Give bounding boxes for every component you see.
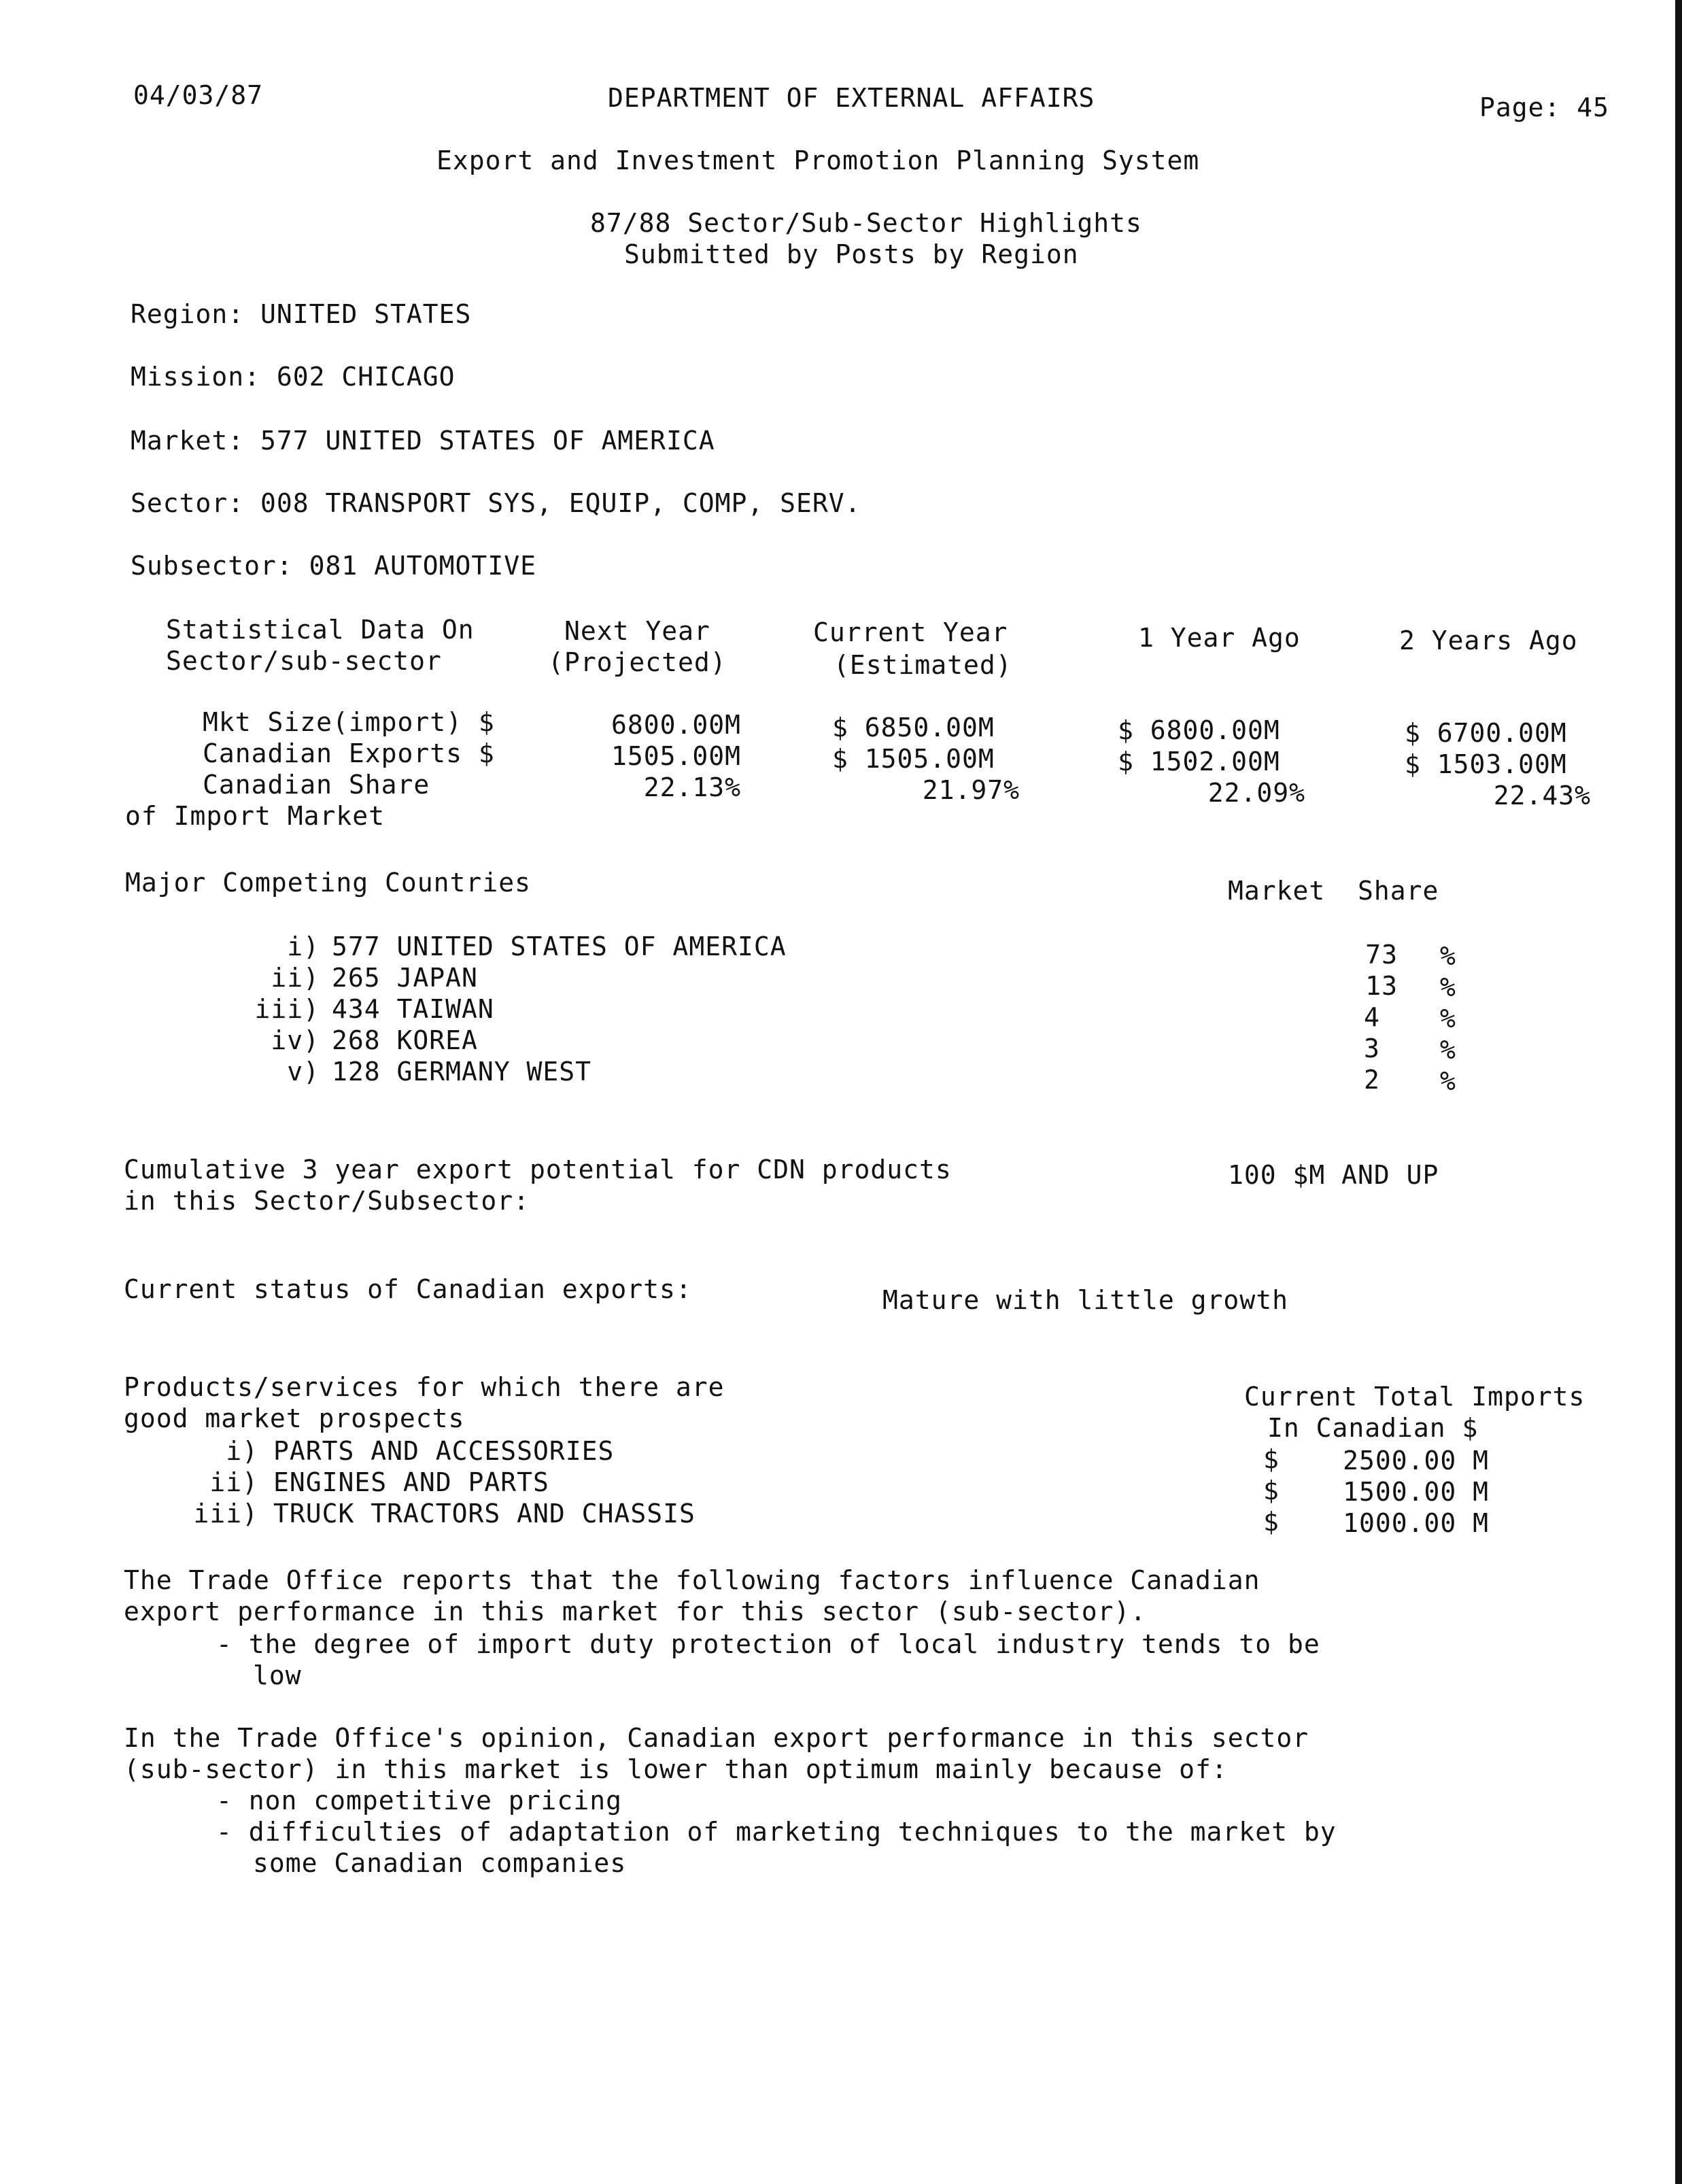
competitor-number: iii) [254, 994, 320, 1024]
stats-row-label: Canadian Exports $ [203, 738, 495, 768]
export-potential-label: Cumulative 3 year export potential for CDN products [124, 1155, 952, 1184]
stats-header-label-2: Sector/sub-sector [166, 646, 442, 676]
products-heading-cont: good market prospects [124, 1403, 465, 1433]
product-name: TRUCK TRACTORS AND CHASSIS [273, 1499, 696, 1529]
report-subtitle: Submitted by Posts by Region [624, 239, 1079, 269]
stats-header-label-1: Statistical Data On [166, 615, 475, 645]
opinion-bullet-cont: some Canadian companies [253, 1848, 627, 1878]
region-line: Region: UNITED STATES [131, 299, 472, 329]
stats-header-2-years-ago: 2 Years Ago [1399, 626, 1578, 655]
export-status-value: Mature with little growth [882, 1285, 1288, 1315]
mission-line: Mission: 602 CHICAGO [131, 362, 456, 392]
market-line: Market: 577 UNITED STATES OF AMERICA [131, 426, 715, 456]
competitor-share: 3 [1364, 1034, 1380, 1063]
report-title: 87/88 Sector/Sub-Sector Highlights [590, 208, 1142, 238]
stats-cell: 6800.00M [611, 710, 741, 740]
opinion-bullet: - non competitive pricing [216, 1786, 622, 1815]
stats-cell: $ 1505.00M [832, 744, 995, 774]
stats-header-current-year: Current Year [813, 617, 1008, 647]
product-currency: $ [1263, 1475, 1280, 1505]
stats-cell: 21.97% [922, 775, 1020, 805]
competitor-share: 13 [1365, 971, 1398, 1001]
product-name: PARTS AND ACCESSORIES [273, 1436, 615, 1466]
stats-row-label: Mkt Size(import) $ [203, 707, 495, 737]
stats-header-next-year: Next Year [564, 616, 710, 646]
product-number: ii) [209, 1467, 258, 1497]
page-number: Page: 45 [1479, 92, 1610, 122]
opinion-bullet: - difficulties of adaptation of marketing techniques to the market by [216, 1817, 1337, 1847]
factors-intro: The Trade Office reports that the following factors influence Canadian [124, 1565, 1260, 1595]
export-potential-value: 100 $M AND UP [1228, 1160, 1439, 1190]
competitor-share-pct: % [1440, 1035, 1456, 1065]
competitor-share-pct: % [1440, 1004, 1456, 1034]
opinion-intro-cont: (sub-sector) in this market is lower than optimum mainly because of: [124, 1754, 1228, 1784]
stats-cell: 22.09% [1207, 778, 1305, 808]
competitor-share: 73 [1365, 940, 1398, 970]
export-status-label: Current status of Canadian exports: [124, 1274, 692, 1304]
page-edge [1675, 0, 1682, 2184]
stats-header-projected: (Projected) [548, 647, 727, 677]
product-name: ENGINES AND PARTS [273, 1467, 549, 1497]
product-amount: 1000.00 M [1343, 1508, 1489, 1538]
competitors-heading: Major Competing Countries [125, 868, 531, 898]
competitor-name: 577 UNITED STATES OF AMERICA [332, 932, 787, 961]
stats-cell: $ 6800.00M [1118, 715, 1280, 745]
product-currency: $ [1263, 1507, 1280, 1537]
stats-header-estimated: (Estimated) [834, 650, 1012, 680]
product-amount: 2500.00 M [1343, 1446, 1489, 1475]
competitor-share: 4 [1364, 1002, 1380, 1032]
product-amount: 1500.00 M [1343, 1477, 1489, 1507]
stats-cell: $ 6850.00M [832, 713, 995, 743]
competitor-number: iv) [271, 1025, 320, 1055]
competitor-name: 434 TAIWAN [332, 994, 494, 1024]
market-share-heading: Market Share [1228, 876, 1439, 906]
stats-header-1-year-ago: 1 Year Ago [1138, 623, 1301, 653]
report-date: 04/03/87 [133, 80, 264, 110]
imports-heading-cont: In Canadian $ [1267, 1413, 1479, 1443]
product-currency: $ [1263, 1444, 1280, 1474]
system-title: Export and Investment Promotion Planning System [436, 146, 1200, 175]
competitor-name: 268 KOREA [332, 1025, 478, 1055]
factor-bullet: - the degree of import duty protection of local industry tends to be [216, 1629, 1320, 1659]
stats-cell: 1505.00M [611, 741, 741, 771]
stats-cell: $ 1503.00M [1405, 749, 1567, 779]
competitor-number: ii) [271, 963, 320, 993]
factors-intro-cont: export performance in this market for this sector (sub-sector). [124, 1597, 1147, 1626]
stats-cell: 22.13% [643, 772, 741, 802]
competitor-share: 2 [1364, 1065, 1380, 1095]
department-name: DEPARTMENT OF EXTERNAL AFFAIRS [608, 83, 1095, 113]
competitor-name: 265 JAPAN [332, 963, 478, 993]
imports-heading: Current Total Imports [1244, 1382, 1585, 1412]
product-number: i) [226, 1436, 258, 1466]
factor-bullet-cont: low [253, 1660, 302, 1690]
products-heading: Products/services for which there are [124, 1372, 725, 1402]
competitor-number: v) [287, 1057, 320, 1087]
export-potential-label-cont: in this Sector/Subsector: [124, 1186, 530, 1216]
stats-cell: $ 1502.00M [1118, 747, 1280, 777]
stats-cell: 22.43% [1493, 781, 1591, 811]
sector-line: Sector: 008 TRANSPORT SYS, EQUIP, COMP, SERV. [131, 488, 861, 518]
subsector-line: Subsector: 081 AUTOMOTIVE [131, 551, 536, 581]
competitor-share-pct: % [1440, 1066, 1456, 1096]
stats-cell: $ 6700.00M [1405, 718, 1567, 748]
stats-row-label: Canadian Share [203, 770, 430, 800]
competitor-number: i) [287, 932, 320, 961]
competitor-share-pct: % [1440, 972, 1456, 1002]
product-number: iii) [193, 1499, 258, 1529]
stats-row-label-continued: of Import Market [125, 801, 385, 831]
competitor-share-pct: % [1440, 941, 1456, 971]
competitor-name: 128 GERMANY WEST [332, 1057, 592, 1087]
opinion-intro: In the Trade Office's opinion, Canadian export performance in this sector [124, 1723, 1309, 1753]
